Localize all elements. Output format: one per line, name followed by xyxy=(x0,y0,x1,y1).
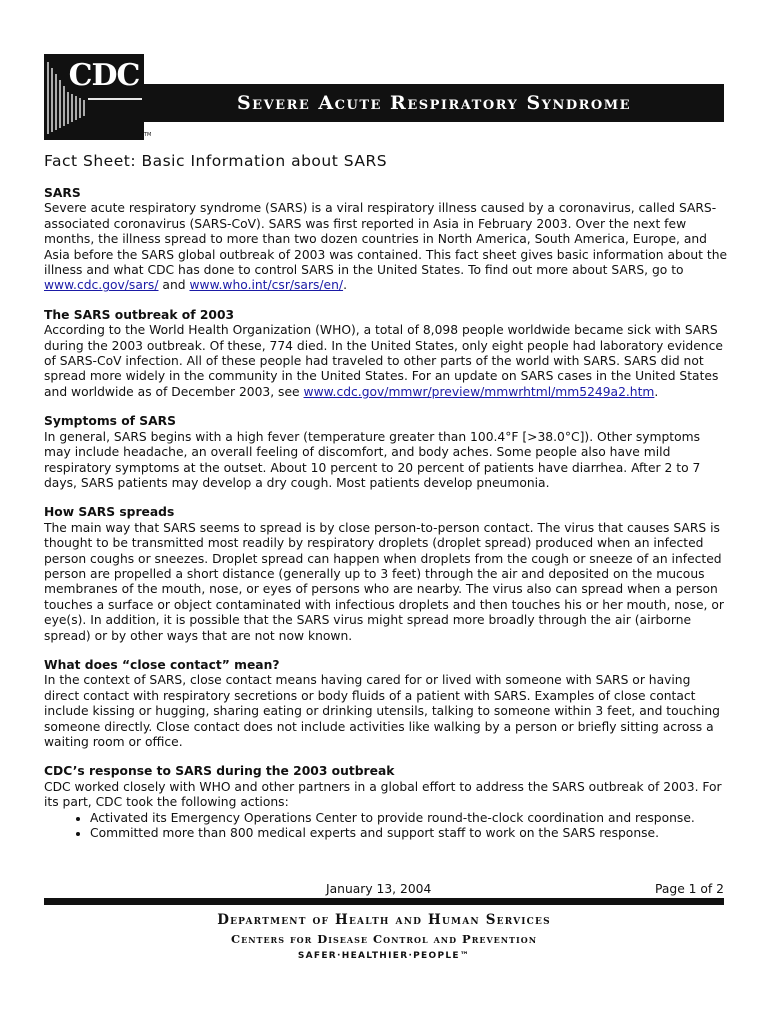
header-title-bar xyxy=(144,84,724,122)
body-text: Severe acute respiratory syndrome (SARS) is a viral respiratory illness caused by a coronavirus, called SARS-associated coronavirus (SARS-CoV). SARS was first reported in Asia in February 2003. Over the next few months, the illness spread to more than two dozen countries in North America, South America, Europe, and Asia before the SARS global outbreak of 2003 was contained. This fact sheet gives basic information about the illness and what CDC has done to control SARS in the United States. To find out more about SARS, go to xyxy=(44,201,728,278)
centers-name: Centers for Disease Control and Prevention xyxy=(230,932,538,946)
list-item: • Activated its Emergency Operations Center to provide round-the-clock coordination and response. xyxy=(90,811,728,826)
department-name: Department of Health and Human Services xyxy=(217,912,551,928)
page-header xyxy=(44,54,724,144)
page-title: Fact Sheet: Basic Information about SARS xyxy=(44,152,388,170)
section-response xyxy=(44,764,728,841)
section-heading: The SARS outbreak of 2003 xyxy=(44,307,235,322)
section-body xyxy=(44,201,728,293)
body-text: . xyxy=(654,384,659,399)
list-item: • Committed more than 800 medical experts and support staff to work on the SARS response. xyxy=(90,826,728,841)
section-heading: What does “close contact” mean? xyxy=(44,657,280,672)
body-text: and xyxy=(158,278,190,293)
logo-trademark: TM xyxy=(144,132,152,138)
tagline: SAFER·HEALTHIER·PEOPLE™ xyxy=(297,951,471,961)
section-heading: Symptoms of SARS xyxy=(44,414,177,429)
section-heading: CDC’s response to SARS during the 2003 outbreak xyxy=(44,764,395,779)
page-footer xyxy=(44,910,724,961)
cdc-sars-link[interactable]: www.cdc.gov/sars/ xyxy=(44,278,159,293)
main-content xyxy=(44,186,728,855)
section-spreads xyxy=(44,505,728,644)
section-heading: SARS xyxy=(44,186,81,200)
logo-text: CDC xyxy=(68,58,140,93)
section-body: In the context of SARS, close contact means having cared for or lived with someone with SARS or having direct contact with respiratory secretions or body fluids of a patient with SARS. Examples of close contact include kissing or hugging, sharing eating or drinking utensils, talking to someone within 3 feet, and touching someone directly. Close contact does not include activities like walking by a person or briefly sitting across a waiting room or office. xyxy=(44,673,720,749)
cdc-logo xyxy=(44,54,144,140)
section-symptoms xyxy=(44,414,728,491)
section-body: The main way that SARS seems to spread is by close person-to-person contact. The virus that causes SARS is thought to be transmitted most readily by respiratory droplets (droplet spread) produced when an infected person coughs or sneezes. Droplet spread can happen when droplets from the cough or sneeze of an infected person are propelled a short distance (generally up to 3 feet) through the air and deposited on the mucous membranes of the mouth, nose, or eyes of persons who are nearby. The virus also can spread when a person touches a surface or object contaminated with infectious droplets and then touches his or her mouth, nose, or eye(s). In addition, it is possible that the SARS virus might spread more broadly through the air (airborne spread) or by other ways that are not now known. xyxy=(44,520,724,643)
document-date: January 13, 2004 xyxy=(326,882,432,896)
section-outbreak xyxy=(44,308,728,400)
section-sars xyxy=(44,186,728,294)
who-sars-link[interactable]: www.who.int/csr/sars/en/ xyxy=(189,278,344,293)
footer-divider xyxy=(44,898,724,905)
section-body: In general, SARS begins with a high fever (temperature greater than 100.4°F [>38.0°C]). Other symptoms may include headache, an overall feeling of discomfort, and body aches. Some people also have mild respiratory symptoms at the outset. About 10 percent to 20 percent of patients have diarrhea. After 2 to 7 days, SARS patients may develop a dry cough. Most patients develop pneumonia. xyxy=(44,429,701,490)
section-close-contact xyxy=(44,658,728,750)
section-body: CDC worked closely with WHO and other partners in a global effort to address the SARS outbreak of 2003. For its part, CDC took the following actions: xyxy=(44,779,722,810)
section-body xyxy=(44,323,728,400)
response-list xyxy=(44,811,728,842)
section-heading: How SARS spreads xyxy=(44,505,175,520)
page-number: Page 1 of 2 xyxy=(655,882,724,896)
mmwr-link[interactable]: www.cdc.gov/mmwr/preview/mmwrhtml/mm5249a2.htm xyxy=(303,384,655,399)
header-title: Severe Acute Respiratory Syndrome xyxy=(236,92,632,114)
body-text: . xyxy=(343,278,347,293)
body-text: According to the World Health Organization (WHO), a total of 8,098 people worldwide became sick with SARS during the 2003 outbreak. Of these, 774 died. In the United States, only eight people had laboratory evidence of SARS-CoV infection. All of these people had traveled to other parts of the world with SARS. SARS did not spread more widely in the community in the United States. For an update on SARS cases in the United States and worldwide as of December 2003, see xyxy=(44,323,723,399)
